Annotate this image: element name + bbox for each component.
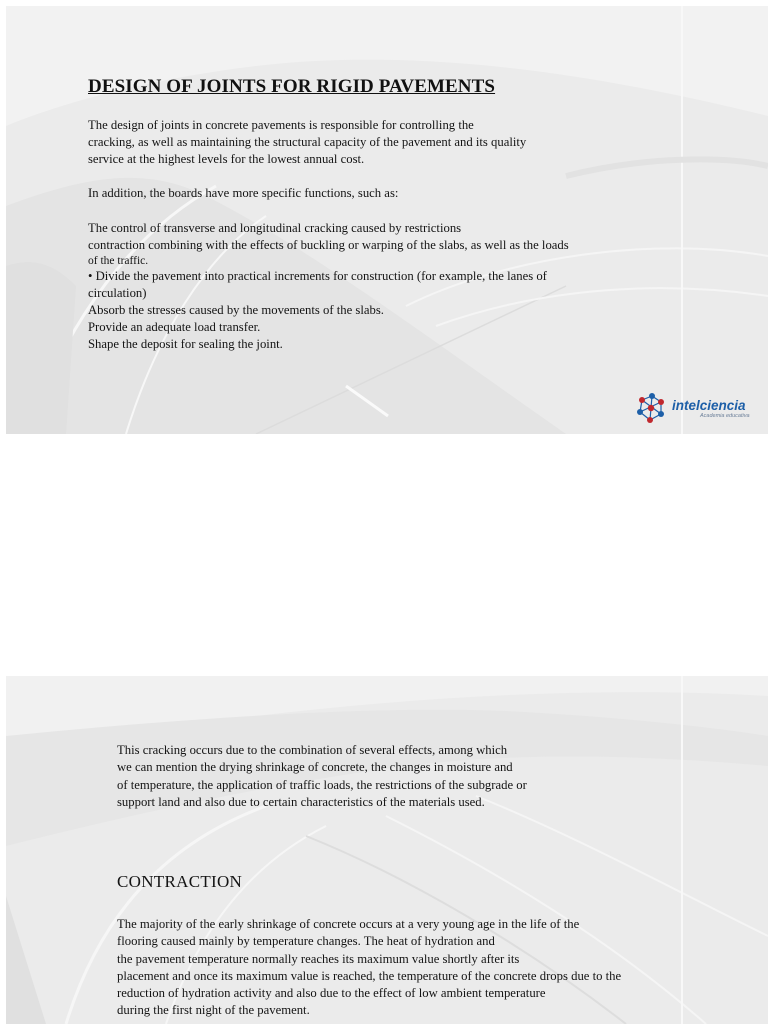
logo-tagline: Academia educativa [700, 413, 750, 419]
addition-paragraph [88, 185, 398, 202]
molecule-icon [634, 390, 670, 426]
logo-wordmark: intelciencia [672, 398, 746, 413]
text-line: contraction combining with the effects of buckling or warping of the slabs, as well as the loads [88, 238, 569, 252]
text-line: The majority of the early shrinkage of concrete occurs at a very young age in the life of the [117, 917, 580, 931]
text-line: we can mention the drying shrinkage of concrete, the changes in moisture and [117, 760, 513, 775]
text-line: The control of transverse and longitudinal cracking caused by restrictions [88, 221, 462, 235]
text-line: circulation) [88, 286, 147, 300]
text-line: In addition, the boards have more specific functions, such as: [88, 186, 399, 200]
text-line: Absorb the stresses caused by the movements of the slabs. [88, 303, 384, 317]
text-line: • Divide the pavement into practical increments for construction (for example, the lanes of [88, 269, 547, 283]
intro-paragraph [88, 117, 526, 168]
slide-1 [6, 6, 768, 434]
cracking-paragraph [117, 742, 527, 811]
slide-2 [6, 676, 768, 1024]
section-heading: CONTRACTION [117, 872, 243, 891]
text-line: Shape the deposit for sealing the joint. [88, 337, 283, 351]
slide-title: DESIGN OF JOINTS FOR RIGID PAVEMENTS [88, 76, 496, 97]
intelciencia-logo [634, 390, 759, 426]
text-line: flooring caused mainly by temperature changes. The heat of hydration and [117, 934, 495, 949]
contraction-paragraph [117, 916, 621, 1020]
text-line: support land and also due to certain characteristics of the materials used. [117, 794, 485, 809]
text-line: placement and once its maximum value is reached, the temperature of the concrete drops due to the [117, 968, 622, 983]
text-line: The design of joints in concrete pavements is responsible for controlling the [88, 118, 474, 132]
text-line: of temperature, the application of traffic loads, the restrictions of the subgrade or [117, 777, 527, 792]
text-line: during the first night of the pavement. [117, 1003, 310, 1018]
text-line: reduction of hydration activity and also due to the effect of low ambient temperature [117, 986, 546, 1001]
text-line: service at the highest levels for the lowest annual cost. [88, 152, 365, 166]
text-line: Provide an adequate load transfer. [88, 320, 261, 334]
text-line: the pavement temperature normally reaches its maximum value shortly after its [117, 951, 520, 966]
text-line: of the traffic. [88, 255, 149, 267]
functions-list [88, 220, 569, 353]
text-line: This cracking occurs due to the combination of several effects, among which [117, 743, 508, 757]
text-line: cracking, as well as maintaining the structural capacity of the pavement and its quality [88, 135, 527, 149]
